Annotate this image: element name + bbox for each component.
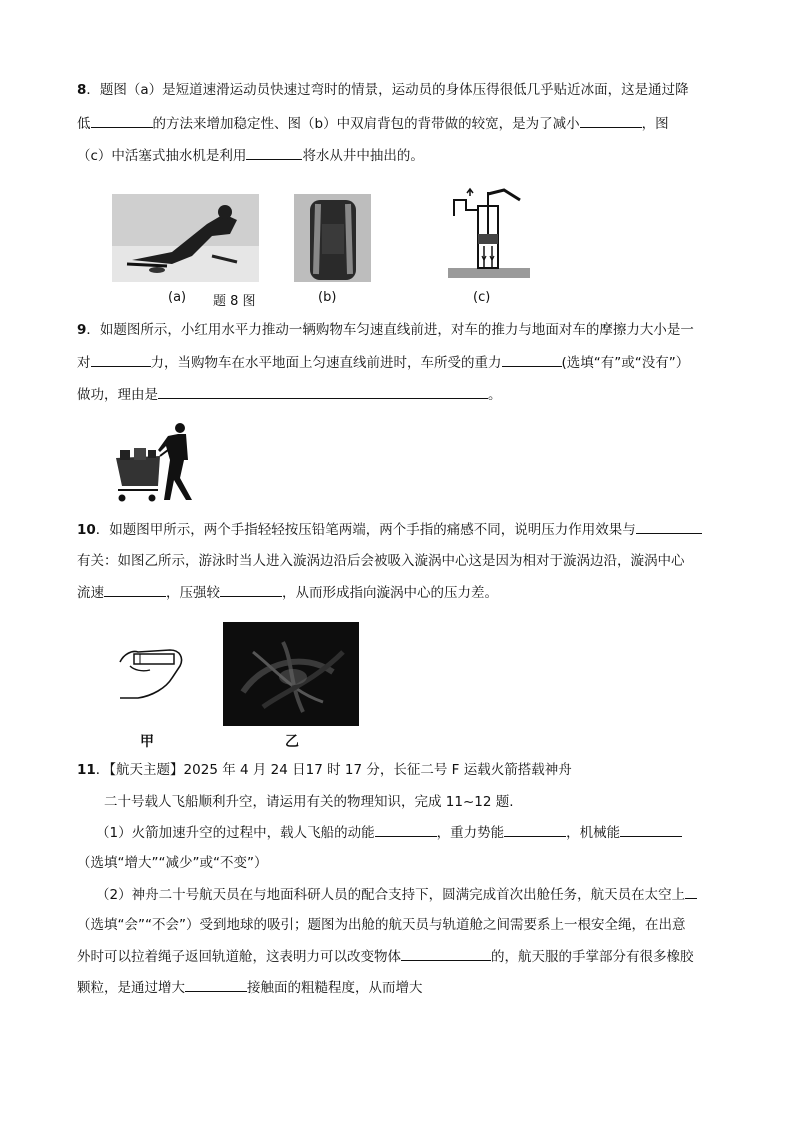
question-text: ，重力势能 [436,825,505,841]
question-11-part-2-line-4 [77,977,423,998]
answer-blank[interactable] [91,113,153,128]
question-text: 的方法来增加稳定性、图（b）中双肩背包的背带做的较宽，是为了减小 [152,116,580,132]
question-text: 力，当购物车在水平地面上匀速直线前进时，车所受的重力 [150,355,502,371]
question-text: ，从而形成指向漩涡中心的压力差。 [282,585,498,601]
question-text: (选填“有”或“没有”） [561,355,690,371]
question-text: （c）中活塞式抽水机是利用 [77,148,247,164]
figure-8b-backpack-photo [294,194,371,282]
question-text: 的，航天服的手掌部分有很多橡胶 [491,949,694,965]
question-10-line-2 [77,551,685,571]
question-11-part-2-line-3 [77,946,694,967]
figure-caption-a: (a) [168,290,187,305]
figure-10-whirlpool-photo [223,622,359,726]
answer-blank[interactable] [504,822,566,837]
question-text: ，图 [641,116,669,132]
answer-blank[interactable] [620,822,682,837]
question-text: 外时可以拉着绳子返回轨道舱，这表明力可以改变物体 [77,949,401,965]
figure-caption-yi: 乙 [285,734,299,750]
question-text: 接触面的粗糙程度，从而增大 [247,980,423,996]
answer-blank[interactable] [91,352,151,367]
question-9-line-3 [77,384,502,405]
answer-blank[interactable] [401,946,491,961]
question-text: 二十号载人飞船顺利升空，请运用有关的物理知识，完成 11~12 题. [104,794,514,810]
question-text: 将水从井中抽出的。 [302,148,424,164]
question-number: 11 [77,762,96,778]
question-9-line-1 [77,320,694,340]
answer-blank[interactable] [104,582,166,597]
question-text: （选填“会”“不会”）受到地球的吸引；题图为出舱的航天员与轨道舱之间需要系上一根安全绳，在出意 [77,917,686,933]
figure-caption-c: (c) [473,290,491,305]
figure-caption-b: (b) [318,290,337,305]
question-11-part-1-line-1 [96,822,682,843]
question-11-part-2-line-2 [77,915,685,935]
figure-9-shopping-cart [112,420,212,504]
question-text: 对 [77,355,91,371]
question-9-line-2 [77,352,689,373]
question-11-part-1-line-2 [77,853,267,873]
question-text: ．如题图甲所示，两个手指轻轻按压铅笔两端，两个手指的痛感不同，说明压力作用效果与 [95,522,636,538]
figure-8a-speed-skater-photo [112,194,259,282]
question-text: （1）火箭加速升空的过程中，载人飞船的动能 [96,825,375,841]
figure-10-pencil-fingers [110,632,190,702]
question-text: 。 [488,387,502,403]
question-text: 做功，理由是 [77,387,158,403]
question-8-line-3 [77,145,424,166]
question-number: 8 [77,82,87,98]
answer-blank[interactable] [246,145,302,160]
question-text: 有关：如图乙所示，游泳时当人进入漩涡边沿后会被吸入漩涡中心这是因为相对于漩涡边沿，漩涡中心 [77,553,685,569]
question-8-line-1 [77,80,689,100]
question-8-line-2 [77,113,669,134]
question-text: ，压强较 [166,585,220,601]
question-text: ，机械能 [566,825,621,841]
question-text: 流速 [77,585,104,601]
question-text: ．如题图所示，小红用水平力推动一辆购物车匀速直线前进，对车的推力与地面对车的摩擦力大小是一 [86,322,694,338]
question-text: （2）神舟二十号航天员在与地面科研人员的配合支持下，圆满完成首次出舱任务，航天员在太空上 [96,887,686,903]
answer-blank[interactable] [375,822,437,837]
answer-blank[interactable] [580,113,642,128]
question-text: ．【航天主题】2025 年 4 月 24 日17 时 17 分，长征二号 F 运载火箭搭载神舟 [95,762,572,778]
question-number: 9 [77,322,87,338]
answer-blank[interactable] [636,519,702,534]
question-text: 低 [77,116,91,132]
question-number: 10 [77,522,96,538]
question-10-line-3 [77,582,498,603]
question-11-line-1 [77,760,572,780]
question-10-line-1 [77,519,702,540]
figure-caption-jia: 甲 [140,734,154,750]
question-text: 颗粒，是通过增大 [77,980,185,996]
answer-blank[interactable] [185,977,247,992]
answer-blank[interactable] [158,384,488,399]
answer-blank[interactable] [685,884,697,899]
figure-caption-title: 题 8 图 [213,294,256,309]
question-11-part-2-line-1 [96,884,697,905]
question-text: ．题图（a）是短道速滑运动员快速过弯时的情景，运动员的身体压得很低几乎贴近冰面，这是通过降 [86,82,689,98]
answer-blank[interactable] [502,352,562,367]
answer-blank[interactable] [220,582,282,597]
question-11-line-2 [104,792,514,812]
figure-8c-piston-pump-diagram [444,186,534,282]
question-text: （选填“增大”“减少”或“不变”） [77,855,268,871]
